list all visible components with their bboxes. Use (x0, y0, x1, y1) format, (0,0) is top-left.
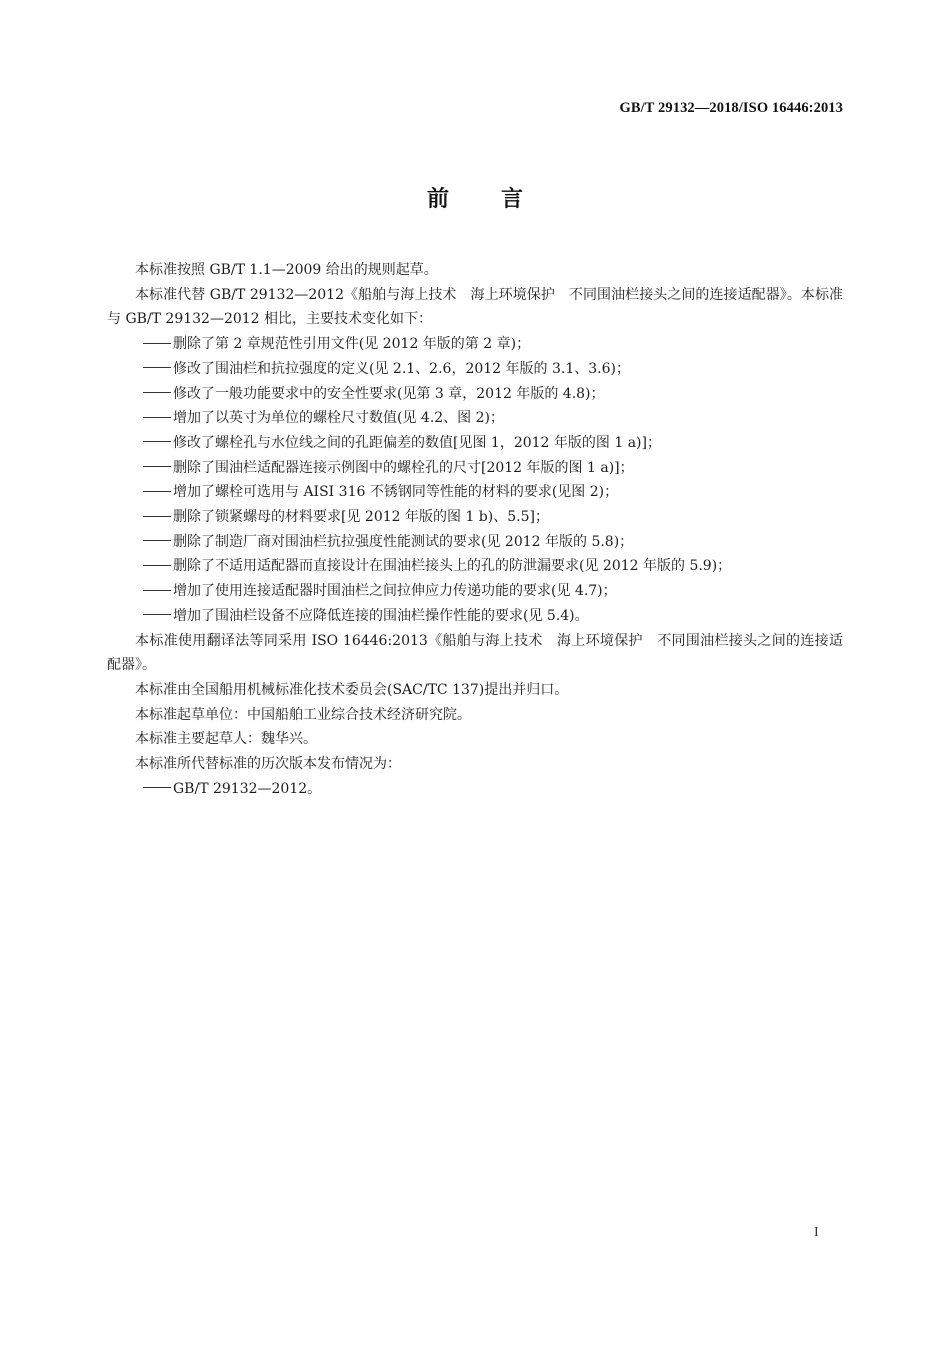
em-dash-icon (143, 343, 171, 344)
list-item: 增加了使用连接适配器时围油栏之间拉伸应力传递功能的要求(见 4.7)； (107, 579, 843, 604)
paragraph-adoption: 本标准使用翻译法等同采用 ISO 16446:2013《船舶与海上技术 海上环境保护 不同围油栏接头之间的连接适配器》。 (107, 632, 843, 674)
list-item: 修改了螺栓孔与水位线之间的孔距偏差的数值[见图 1，2012 年版的图 1 a)]； (107, 431, 843, 456)
list-item: 删除了围油栏适配器连接示例图中的螺栓孔的尺寸[2012 年版的图 1 a)]； (107, 456, 843, 481)
em-dash-icon (143, 392, 171, 393)
list-item: 增加了螺栓可选用与 AISI 316 不锈钢同等性能的材料的要求(见图 2)； (107, 480, 843, 505)
paragraph-drafting-unit: 本标准起草单位：中国船舶工业综合技术经济研究院。 (135, 706, 471, 723)
changes-list (107, 332, 843, 628)
paragraph-drafting-rules: 本标准按照 GB/T 1.1—2009 给出的规则起草。 (135, 262, 438, 278)
page-title: 前言 (426, 187, 575, 212)
em-dash-icon (143, 787, 171, 788)
history-list (107, 777, 843, 802)
em-dash-icon (143, 466, 171, 467)
list-item: GB/T 29132—2012。 (107, 777, 843, 802)
em-dash-icon (143, 565, 171, 566)
list-item: 增加了围油栏设备不应降低连接的围油栏操作性能的要求(见 5.4)。 (107, 604, 843, 629)
list-item: 删除了制造厂商对围油栏抗拉强度性能测试的要求(见 2012 年版的 5.8)； (107, 530, 843, 555)
em-dash-icon (143, 540, 171, 541)
em-dash-icon (143, 417, 171, 418)
paragraph-drafters: 本标准主要起草人：魏华兴。 (135, 731, 317, 748)
em-dash-icon (143, 441, 171, 442)
page-number: I (814, 1225, 819, 1240)
em-dash-icon (143, 516, 171, 517)
paragraph-history-intro: 本标准所代替标准的历次版本发布情况为： (135, 756, 401, 773)
em-dash-icon (143, 614, 171, 615)
list-item: 修改了围油栏和抗拉强度的定义(见 2.1、2.6，2012 年版的 3.1、3.6)； (107, 357, 843, 382)
standard-code-header: GB/T 29132—2018/ISO 16446:2013 (619, 100, 843, 116)
em-dash-icon (143, 367, 171, 368)
list-item: 增加了以英寸为单位的螺栓尺寸数值(见 4.2、图 2)； (107, 406, 843, 431)
list-item: 删除了锁紧螺母的材料要求[见 2012 年版的图 1 b)、5.5]； (107, 505, 843, 530)
list-item: 删除了不适用适配器而直接设计在围油栏接头上的孔的防泄漏要求(见 2012 年版的 5.9)； (107, 554, 843, 579)
em-dash-icon (143, 590, 171, 591)
list-item: 删除了第 2 章规范性引用文件(见 2012 年版的第 2 章)； (107, 332, 843, 357)
paragraph-replaces: 本标准代替 GB/T 29132—2012《船舶与海上技术 海上环境保护 不同围油栏接头之间的连接适配器》。本标准与 GB/T 29132—2012 相比，主要技术变化如下： (107, 286, 843, 328)
list-item: 修改了一般功能要求中的安全性要求(见第 3 章，2012 年版的 4.8)； (107, 382, 843, 407)
paragraph-proposed-by: 本标准由全国船用机械标准化技术委员会(SAC/TC 137)提出并归口。 (135, 681, 569, 698)
em-dash-icon (143, 491, 171, 492)
foreword-body (107, 258, 843, 801)
